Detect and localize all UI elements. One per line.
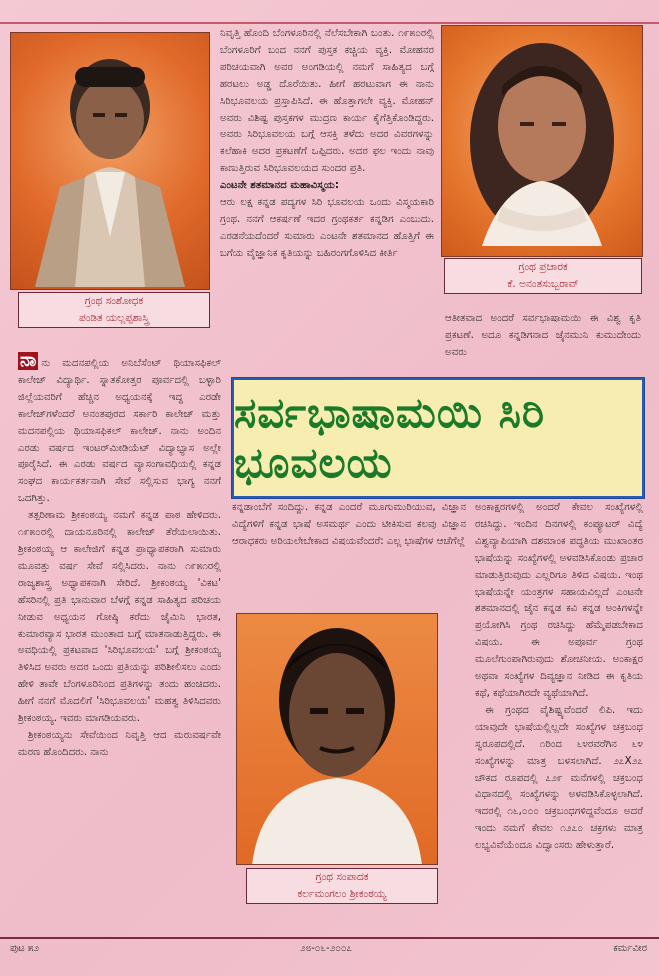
paragraph-middle-top-1: ನಿವೃತ್ತಿ ಹೊಂದಿ ಬೆಂಗಳೂರಿನಲ್ಲಿ ನೆಲೆಸಬೇಕಾಗಿ ಬಂತು. ೧೯೫೦ರಲ್ಲಿ ಬೆಂಗಳೂರಿಗೆ ಬಂದ ನನಗೆ ಪುಸ್ತಕ ಕಚ್ಚಿಯ ವ್ಯಕ್ತಿ. ಮೋಹನರ ಪರಿಚಯವಾಗಿ ಅವರ ಅಂಗಡಿಯಲ್ಲಿ ನಮಗೆ ಸಾಹಿತ್ಯದ ಬಗ್ಗೆ ಹರಟಲು ಅಡ್ಡ ದೊರೆಯಿತು. ಹೀಗೆ ಹರಟುವಾಗ ಈ ನಾನು ಸಿರಿಭೂವಲಯ ಪ್ರಸ್ತಾಪಿಸಿದೆ. ಈ ಹೊತ್ತಾಗಲೇ ವ್ಯಕ್ತಿ. ಮೋಹನ್ ಅವರು ವಿಶಿಷ್ಟ ಪುಸ್ತಕಗಳ ಮುದ್ರಣ ಕಾರ್ಯ ಕೈಗೆತ್ತಿಕೊಂಡಿದ್ದರು. ಅವರು ಸಿರಿಭೂವಲಯ ಬಗ್ಗೆ ಆಸಕ್ತಿ ತಳೆದು ಅದರ ವಿವರಗಳನ್ನು ಕಲೆಹಾಕಿ ಅದರ ಪ್ರಕಟಣೆಗೆ ಒಪ್ಪಿದರು. ಅದರ ಫಲ ಇಂದು ನಾವು ಕಾಣುತ್ತಿರುವ ಸಿರಿಭೂವಲಯದ ಸುಂದರ ಪ್ರತಿ.: [220, 28, 434, 175]
caption-right-photo: [444, 258, 642, 294]
drop-cap: ನಾ: [20, 352, 37, 371]
portrait-yallappa-shastri: [15, 47, 205, 287]
headline-box: [232, 378, 644, 498]
top-rule: [0, 22, 659, 24]
paragraph-left-1: [18, 352, 221, 508]
paragraph-middle-bottom: ಕನ್ನಡಾಂಬೆಗೆ ಸಂದಿದ್ದು. ಕನ್ನಡ ಎಂದರೆ ಮೂಗುಮುರಿಯುವ, ವಿಜ್ಞಾನ ವಿದ್ಯೆಗಳಿಗೆ ಕನ್ನಡ ಭಾಷೆ ಅಸಮರ್ಥ ಎಂದು ಟೀಕಿಸುವ ಕಲವು ವಿಜ್ಞಾನ ಆರಾಧಕರು ಅರಿಯಲೇಬೇಕಾದ ವಿಷಯವೆಂದರೆ: ಎಲ್ಲ ಭಾಷೆಗಳ ಆಚೆಗೆಲ್ಲೆ: [232, 502, 466, 547]
column-middle-bottom: [232, 500, 466, 604]
footer-rule: [0, 937, 659, 939]
paragraph-middle-top-2: ಆರು ಲಕ್ಷ ಕನ್ನಡ ಪದ್ಯಗಳ ಸಿರಿ ಭೂವಲಯ ಒಂದು ವಿಸ್ಮಯಕಾರಿ ಗ್ರಂಥ. ನನಗೆ ಆಕರ್ಷಣೆ ಇದರ ಗ್ರಂಥಕರ್ತ ಕನ್ನಡಿಗ ಎಂಬುದು. ಎರಡನೆಯದೆಂದರೆ ಸುಮಾರು ಎಂಟನೇ ಶತಮಾನದ ಹೊತ್ತಿಗೆ ಈ ಬಗೆಯ ವೈಜ್ಞಾನಿಕ ಕೃತಿಯನ್ನು ಬಹಿರಂಗಗೊಳಿಸಿದ ಕೀರ್ತಿ: [220, 197, 434, 259]
portrait-srikantaiah: [242, 620, 432, 865]
column-left-main: [18, 352, 221, 912]
column-right-bottom: [475, 500, 643, 925]
photo-yallappa-shastri: [10, 32, 210, 290]
paragraph-right-mid: ಆತೀತವಾದ ಅಂದರೆ ಸರ್ವಭಾಷಾಮಯಿ ಈ ವಿಶ್ವ ಕೃತಿ ಪ್ರಕಟಣೆ. ಅದೂ ಕನ್ನಡಿಗನಾದ ಜೈನಮುನಿ ಕುಮುದೇಂದು ಅವರು: [445, 313, 641, 358]
column-middle-top: [220, 26, 434, 363]
paragraph-right-bottom-1: ಅಂಕಾಕ್ಷರಗಳಲ್ಲಿ ಅಂದರೆ ಕೇವಲ ಸಂಖ್ಯೆಗಳಲ್ಲಿ ರಚಿಸಿದ್ದು. ಇಂದಿನ ದಿನಗಳಲ್ಲಿ ಕಂಪ್ಯೂಟರ್ ವಿದ್ಯೆ ವಿಶ್ವವ್ಯಾಪಿಯಾಗಿ ದಶಮಾಂಕ ಪದ್ಧತಿಯ ಮುಖಾಂತರ ಭಾಷೆಯನ್ನು ಸಂಖ್ಯೆಗಳಲ್ಲಿ ಅಳವಡಿಸಿಕೊಂಡು ಪ್ರಚಾರ ಮಾಡುತ್ತಿರುವುದು ಎಲ್ಲರಿಗೂ ತಿಳಿದ ವಿಷಯ. ಇಂಥ ಭಾಷೆಯನ್ನೇ ಯಂತ್ರಗಳ ಸಹಾಯವಿಲ್ಲದೆ ಎಂಟನೇ ಶತಮಾನದಲ್ಲಿ ಜೈನ ಕನ್ನಡ ಕವಿ ಕನ್ನಡ ಅಂಕಿಗಳನ್ನೇ ಪ್ರಯೋಗಿಸಿ ಗ್ರಂಥ ರಚಿಸಿದ್ದು ಹೆಮ್ಮೆಪಡಬೇಕಾದ ವಿಷಯ. ಈ ಅಪೂರ್ವ ಗ್ರಂಥ ಮೂಲೆಗುಂಪಾಗಿರುವುದು ಶೋಚನೀಯ. ಅಂಕಾಕ್ಷರ ಅಥವಾ ಸಂಖ್ಯೆಗಳ ದಿವ್ಯಜ್ಞಾನ ನೀಡಿದ ಈ ಕೃತಿಯ ಕಥೆ, ಕಥೆಯಾಗಿರದೇ ವ್ಯಥೆಯಾಗಿದೆ.: [475, 502, 643, 699]
subheading-eighth-century: ಎಂಟನೇ ಶತಮಾನದ ಮಹಾವಿಸ್ಮಯ:: [220, 180, 340, 192]
issue-date: ೨೮-೦೬-೨೦೦೭: [300, 943, 353, 954]
caption-right-name: ಕೆ. ಅನಂತಸುಬ್ಬರಾವ್: [507, 278, 579, 290]
paragraph-left-2: ತತ್ಪರಿಣಾಮ ಶ್ರೀಕಂಠಯ್ಯ ನಮಗೆ ಕನ್ನಡ ಪಾಠ ಹೇಳಿದರು. ೧೯೫೦ರಲ್ಲಿ ದಾಯನೂರಿನಲ್ಲಿ ಕಾಲೇಜ್ ತೆರೆಯಲಾಯಿತು. ಶ್ರೀಕಂಠಯ್ಯ ಆ ಕಾಲೇಜಿಗೆ ಕನ್ನಡ ಪ್ರಾಧ್ಯಾಪಕರಾಗಿ ಸುಮಾರು ಮೂವತ್ತು ವರ್ಷ ಸೇವೆ ಸಲ್ಲಿಸಿದರು. ನಾನು ೧೯೫೧ರಲ್ಲಿ ರಾಜ್ಯಶಾಸ್ತ್ರ ಅಧ್ಯಾಪಕನಾಗಿ ಸೇರಿದೆ. ಶ್ರೀಕಂಠಯ್ಯ 'ವಿಕಟ' ಹೆಸರಿನಲ್ಲಿ ಪ್ರತಿ ಭಾನುವಾರ ಬೆಳಗ್ಗೆ ಕನ್ನಡ ಸಾಹಿತ್ಯದ ಪರಿಚಯ ನೀಡುವ ಅಧ್ಯಯನ ಗೋಷ್ಠಿ ಕರೆದು ಜೈಮಿನಿ ಭಾರತ, ಕುಮಾರವ್ಯಾಸ ಭಾರತ ಮುಂತಾದ ಬಗ್ಗೆ ಮಾತನಾಡುತ್ತಿದ್ದರು. ಈ ಅವಧಿಯಲ್ಲಿ ಪ್ರಕಟವಾದ 'ಸಿರಿಭೂವಲಯ' ಬಗ್ಗೆ ಶ್ರೀಕಂಠಯ್ಯ ತಿಳಿಸಿದ ಅವರು ಅದರ ಒಂದು ಪ್ರತಿಯನ್ನು ಪರಿಶೀಲಿಸಲು ಎಂದು ಹೇಳಿ ತಾವೇ ಬೆಂಗಳೂರಿನಿಂದ ಪ್ರತಿಗಳನ್ನು ತಂದು ಹಂಚಿದರು. ಹೀಗೆ ನನಗೆ ಮೊದಲಿಗೆ 'ಸಿರಿಭೂವಲಯ' ಮಹತ್ವ ತಿಳಿಸಿದವರು ಶ್ರೀಕಂಠಯ್ಯ. ಇವರು ಮಾಗಡಿಯವರು.: [18, 510, 221, 725]
caption-bottom-photo: [246, 868, 438, 904]
paragraph-right-bottom-2: ಈ ಗ್ರಂಥದ ವೈಶಿಷ್ಟ್ಯವೆಂದರೆ ಲಿಪಿ. ಇದು ಯಾವುದೇ ಭಾಷೆಯಲ್ಲಿಲ್ಲದೇ ಸಂಖ್ಯೆಗಳ ಚಕ್ರಬಂಧ ಸ್ವರೂಪದಲ್ಲಿದೆ. ೧ರಿಂದ ೬೪ರವರೆಗಿನ ೬೪ ಸಂಖ್ಯೆಗಳನ್ನು ಮಾತ್ರ ಬಳಸಲಾಗಿದೆ. ೨೭X೨೭ ಚೌಕದ ರೂಪದಲ್ಲಿ ೭೨೯ ಮನೆಗಳಲ್ಲಿ ಚಕ್ರಬಂಧ ವಿಧಾನದಲ್ಲಿ ಸಂಖ್ಯೆಗಳನ್ನು ಅಳವಡಿಸಿಕೊಳ್ಳಲಾಗಿದೆ. ಇದರಲ್ಲಿ ೧೬,೦೦೦ ಚಕ್ರಬಂಧಗಳಿದ್ದವೆಂದೂ ಅದರೆ ಇಂದು ನಮಗೆ ಕೇವಲ ೧೨೭೦ ಚಕ್ರಗಳು ಮಾತ್ರ ಲಭ್ಯವಿವೆಯೆಂದೂ ವಿದ್ವಾಂಸರು ಹೇಳುತ್ತಾರೆ.: [475, 704, 643, 852]
photo-ananthasubbarao: [441, 25, 643, 257]
photo-srikantaiah: [236, 613, 438, 865]
headline: ಸರ್ವಭಾಷಾಮಯಿ ಸಿರಿ ಭೂವಲಯ: [234, 388, 546, 487]
portrait-ananthasubbarao: [462, 36, 622, 246]
caption-bottom-role: ಗ್ರಂಥ ಸಂಪಾದಕ: [315, 871, 369, 883]
paragraph-left-1-text: ನು ಮದನಪಲ್ಲಿಯ ಅನಿಬೆಸೆಂಟ್ ಥಿಯಾಸಫಿಕಲ್ ಕಾಲೇಜ್ ವಿದ್ಯಾರ್ಥಿ. ಸ್ನಾತಕೋತ್ತರ ಪೂರ್ವದಲ್ಲಿ ಬಳ್ಳಾರಿ ಜಿಲ್ಲೆಯವರಿಗೆ ಹೆಚ್ಚಿನ ಅಧ್ಯಯನಕ್ಕೆ ಇದ್ದ ಎರಡೇ ಕಾಲೇಜ್‌ಗಳೆಂದರೆ ಅನಂತಪುರದ ಸರ್ಕಾರಿ ಕಾಲೇಜ್ ಮತ್ತು ಮದನಪಲ್ಲಿಯ ಥಿಯಾಸಫಿಕಲ್ ಕಾಲೇಜ್. ನಾನು ಅಂದಿನ ಎರಡು ವರ್ಷದ ಇಂಟರ್‌ಮೀಡಿಯೆಟ್ ವಿದ್ಯಾಭ್ಯಾಸ ಅಲ್ಲೇ ಪೂರೈಸಿದೆ. ಈ ಎರಡು ವರ್ಷದ ವ್ಯಾಸಂಗಾವಧಿಯಲ್ಲಿ ಕನ್ನಡ ಸಂಘದ ಕಾರ್ಯಕರ್ತನಾಗಿ ಸೇವೆ ಸಲ್ಲಿಸುವ ಭಾಗ್ಯ ನನಗೆ ಒದಗಿತ್ತು.: [18, 358, 221, 505]
caption-left-role: ಗ್ರಂಥ ಸಂಶೋಧಕ: [84, 295, 144, 307]
caption-bottom-name: ಕರ್ಲಮಂಗಲಂ ಶ್ರೀಕಂಠಯ್ಯ: [297, 888, 387, 900]
page-number: ಪುಟ ೫೨: [10, 943, 40, 954]
paragraph-left-3: ಶ್ರೀಕಂಠಯ್ಯನು ಸೇವೆಯಿಂದ ನಿವೃತ್ತಿ ಆದ ಮರುವರ್ಷವೇ ಮರಣ ಹೊಂದಿದರು. ನಾನು: [18, 729, 221, 758]
caption-right-role: ಗ್ರಂಥ ಪ್ರಚಾರಕ: [518, 261, 568, 273]
caption-left-photo: [18, 292, 210, 328]
column-right-mid: [445, 311, 641, 369]
caption-left-name: ಪಂಡಿತ ಯಲ್ಲಪ್ಪಶಾಸ್ತ್ರಿ: [79, 312, 149, 324]
magazine-name: ಕರ್ಮವೀರ: [613, 943, 647, 954]
